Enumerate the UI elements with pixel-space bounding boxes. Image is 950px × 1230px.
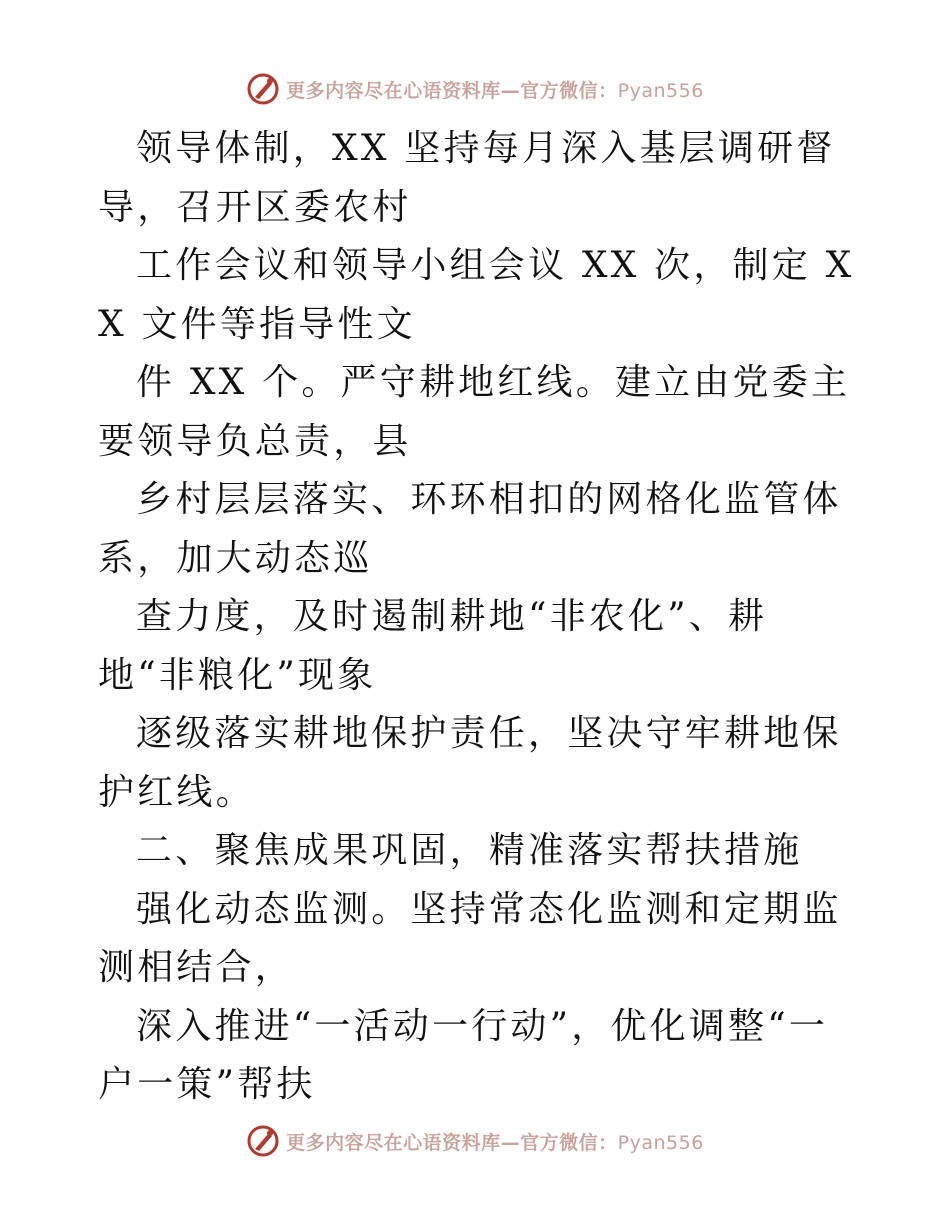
pen-logo-icon xyxy=(246,72,280,106)
paragraph: 深入推进“一活动一行动”，优化调整“一户一策”帮扶 xyxy=(98,1005,829,1105)
paragraph: 件 XX 个。严守耕地红线。建立由党委主要领导负总责，县 xyxy=(98,362,851,462)
watermark-handle: Pyan556 xyxy=(617,1131,704,1154)
watermark-label: 更多内容尽在心语资料库—官方微信： xyxy=(286,79,618,102)
paragraph: 工作会议和领导小组会议 XX 次，制定 XX 文件等指导性文 xyxy=(98,245,855,345)
paragraph: 强化动态监测。坚持常态化监测和定期监测相结合， xyxy=(98,888,842,988)
paragraph: 逐级落实耕地保护责任，坚决守牢耕地保护红线。 xyxy=(98,713,842,813)
watermark-text xyxy=(286,76,704,103)
paragraph: 查力度，及时遏制耕地“非农化”、耕地“非粮化”现象 xyxy=(98,596,768,696)
watermark-label: 更多内容尽在心语资料库—官方微信： xyxy=(286,1131,618,1154)
footer-watermark xyxy=(0,1124,950,1158)
pen-logo-icon xyxy=(246,1124,280,1158)
section-heading: 二、聚焦成果巩固，精准落实帮扶措施 xyxy=(136,830,803,871)
document-body xyxy=(98,120,858,1115)
watermark-handle: Pyan556 xyxy=(617,79,704,102)
paragraph: 乡村层层落实、环环相扣的网格化监管体系，加大动态巡 xyxy=(98,479,842,579)
watermark-text xyxy=(286,1128,704,1155)
paragraph: 领导体制，XX 坚持每月深入基层调研督导，召开区委农村 xyxy=(98,128,836,228)
header-watermark xyxy=(0,72,950,106)
